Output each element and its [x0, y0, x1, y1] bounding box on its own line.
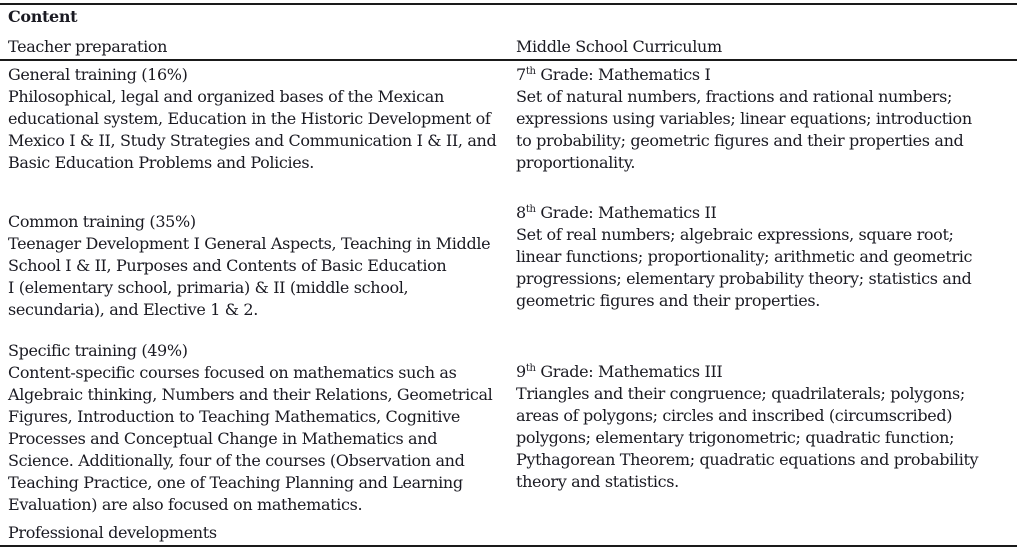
grade-7-cell: 7th Grade: Mathematics I Set of natural numbers, fractions and rational numbers; expressions using variables; linear equations; introduction to probability; geometric figures and their properties and proportionality.: [516, 64, 1011, 174]
specific-training-heading: Specific training (49%): [8, 341, 188, 360]
table-title: Content: [8, 7, 78, 26]
grade-8-heading: 8th Grade: Mathematics II: [516, 203, 717, 222]
general-training-heading: General training (16%): [8, 65, 188, 84]
header-rule: [0, 59, 1017, 61]
grade-9-cell: 9th Grade: Mathematics III Triangles and their congruence; quadrilaterals; polygons; areas of polygons; circles and inscribed (circumscribed) polygons; elementary trigonometric; quadratic function; Pythagorean Theorem; quadratic equations and probability theory and statistics.: [516, 361, 1011, 493]
grade-9-heading: 9th Grade: Mathematics III: [516, 362, 723, 381]
common-training-heading: Common training (35%): [8, 212, 196, 231]
column-header-middle-school-curriculum: Middle School Curriculum: [516, 37, 722, 56]
grade-7-heading: 7th Grade: Mathematics I: [516, 65, 711, 84]
general-training-cell: General training (16%) Philosophical, legal and organized bases of the Mexican educational system, Education in the Historic Development of Mexico I & II, Study Strategies and Communication I & II, and Basic Education Problems and Policies.: [8, 64, 503, 174]
bottom-rule: [0, 545, 1017, 547]
specific-training-cell: Specific training (49%) Content-specific courses focused on mathematics such as Algebraic thinking, Numbers and their Relations, Geometrical Figures, Introduction to Teaching Mathematics, Cognitive Processes and Conceptual Change in Mathematics and Science. Additionally, four of the courses (Observation and Teaching Practice, one of Teaching Planning and Learning Evaluation) are also focused on mathematics.: [8, 340, 503, 516]
grade-8-cell: 8th Grade: Mathematics II Set of real numbers; algebraic expressions, square root; linear functions; proportionality; arithmetic and geometric progressions; elementary probability theory; statistics and geometric figures and their properties.: [516, 202, 1011, 312]
common-training-cell: Common training (35%) Teenager Development I General Aspects, Teaching in Middle School I & II, Purposes and Contents of Basic Education I (elementary school, primaria) & II (middle school, secundaria), and Elective 1 & 2.: [8, 211, 503, 321]
top-rule: [0, 3, 1017, 5]
column-header-teacher-preparation: Teacher preparation: [8, 37, 168, 56]
professional-developments-row: Professional developments: [8, 523, 217, 542]
